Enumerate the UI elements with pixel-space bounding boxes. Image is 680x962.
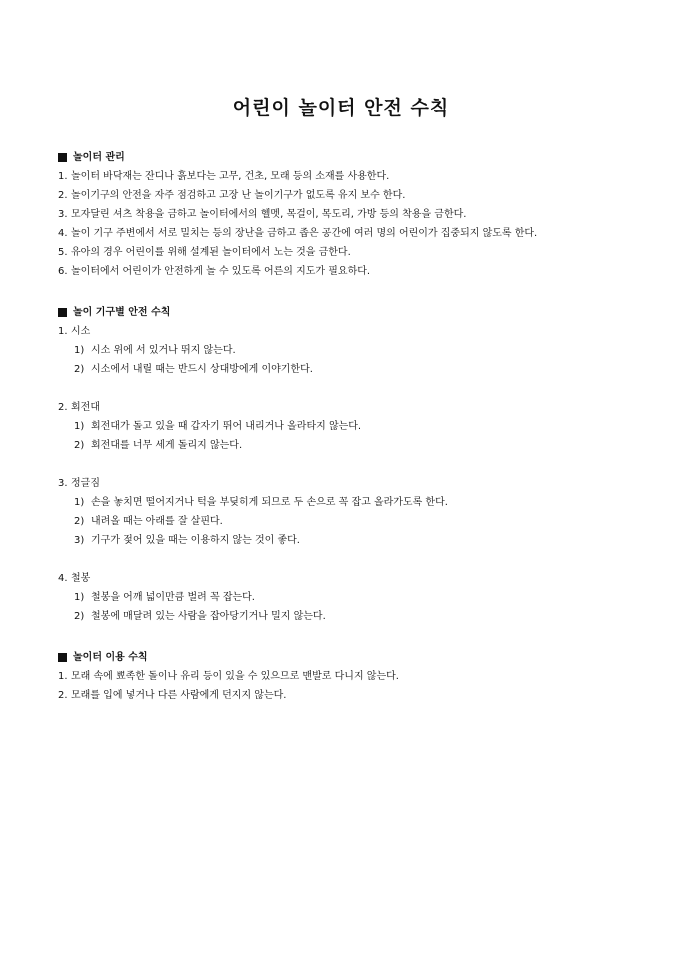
sub-item-text: 기구가 젖어 있을 때는 이용하지 않는 것이 좋다.	[91, 535, 300, 546]
group-name: 시소	[71, 326, 91, 337]
section-management	[58, 148, 624, 281]
sub-item	[58, 531, 624, 550]
section-heading	[58, 148, 624, 167]
list-item	[58, 686, 624, 705]
sub-item-number: 1)	[74, 592, 85, 603]
sub-item	[58, 341, 624, 360]
list-item-number: 3.	[58, 209, 68, 220]
group-number: 2.	[58, 402, 68, 413]
sub-item	[58, 512, 624, 531]
list-item	[58, 667, 624, 686]
equipment-group-merry-go-round	[58, 398, 624, 455]
section-usage	[58, 648, 624, 705]
sub-item-number: 2)	[74, 440, 85, 451]
sub-item	[58, 436, 624, 455]
list-item-number: 1.	[58, 171, 68, 182]
list-item-text: 놀이 기구 주변에서 서로 밀치는 등의 장난을 금하고 좁은 공간에 여러 명의 어린이가 집중되지 않도록 한다.	[71, 228, 538, 239]
list-item	[58, 243, 624, 262]
group-title	[58, 569, 624, 588]
section-heading-text: 놀이터 이용 수칙	[73, 652, 148, 663]
list-item-text: 놀이터에서 어린이가 안전하게 놀 수 있도록 어른의 지도가 필요하다.	[71, 266, 371, 277]
sub-item-number: 3)	[74, 535, 85, 546]
sub-item-number: 1)	[74, 497, 85, 508]
black-square-bullet-icon	[58, 153, 67, 162]
list-item	[58, 262, 624, 281]
equipment-group-seesaw	[58, 322, 624, 379]
list-item-number: 5.	[58, 247, 68, 258]
group-title	[58, 398, 624, 417]
group-number: 4.	[58, 573, 68, 584]
list-item-text: 유아의 경우 어린이를 위해 설계된 놀이터에서 노는 것을 금한다.	[71, 247, 351, 258]
group-title	[58, 322, 624, 341]
group-name: 정글짐	[71, 478, 100, 489]
list-item	[58, 224, 624, 243]
black-square-bullet-icon	[58, 653, 67, 662]
list-item-text: 모래 속에 뾰족한 돌이나 유리 등이 있을 수 있으므로 맨발로 다니지 않는다.	[71, 671, 399, 682]
list-item-number: 2.	[58, 690, 68, 701]
sub-item	[58, 360, 624, 379]
equipment-group-horizontal-bar	[58, 569, 624, 626]
list-item-number: 2.	[58, 190, 68, 201]
sub-item-number: 2)	[74, 364, 85, 375]
sub-item	[58, 588, 624, 607]
list-item-text: 놀이터 바닥재는 잔디나 흙보다는 고무, 건초, 모래 등의 소재를 사용한다.	[71, 171, 390, 182]
list-item-number: 4.	[58, 228, 68, 239]
sub-item-text: 시소 위에 서 있거나 뛰지 않는다.	[91, 345, 236, 356]
group-name: 회전대	[71, 402, 100, 413]
list-item-number: 1.	[58, 671, 68, 682]
sub-item-text: 손을 놓치면 떨어지거나 턱을 부딪히게 되므로 두 손으로 꼭 잡고 올라가도록 한다.	[91, 497, 448, 508]
list-item-text: 모래를 입에 넣거나 다른 사람에게 던지지 않는다.	[71, 690, 287, 701]
sub-item	[58, 417, 624, 436]
sub-item	[58, 493, 624, 512]
equipment-group-jungle-gym	[58, 474, 624, 550]
sub-item-text: 철봉을 어깨 넓이만큼 벌려 꼭 잡는다.	[91, 592, 255, 603]
list-item	[58, 186, 624, 205]
section-heading	[58, 648, 624, 667]
section-equipment	[58, 303, 624, 626]
sub-item-number: 2)	[74, 611, 85, 622]
sub-item-text: 철봉에 매달려 있는 사람을 잡아당기거나 밀지 않는다.	[91, 611, 326, 622]
group-title	[58, 474, 624, 493]
list-item-text: 놀이기구의 안전을 자주 점검하고 고장 난 놀이기구가 없도록 유지 보수 한다.	[71, 190, 406, 201]
sub-item-number: 1)	[74, 421, 85, 432]
section-heading-text: 놀이 기구별 안전 수칙	[73, 307, 171, 318]
sub-item-number: 2)	[74, 516, 85, 527]
list-item	[58, 167, 624, 186]
section-heading	[58, 303, 624, 322]
page-title: 어린이 놀이터 안전 수칙	[232, 97, 450, 119]
list-item-number: 6.	[58, 266, 68, 277]
sub-item-number: 1)	[74, 345, 85, 356]
list-item	[58, 205, 624, 224]
group-name: 철봉	[71, 573, 91, 584]
section-heading-text: 놀이터 관리	[73, 152, 125, 163]
black-square-bullet-icon	[58, 308, 67, 317]
sub-item-text: 회전대가 돌고 있을 때 갑자기 뛰어 내리거나 올라타지 않는다.	[91, 421, 362, 432]
sub-item-text: 회전대를 너무 세게 돌리지 않는다.	[91, 440, 243, 451]
sub-item-text: 시소에서 내릴 때는 반드시 상대방에게 이야기한다.	[91, 364, 313, 375]
sub-item-text: 내려올 때는 아래를 잘 살핀다.	[91, 516, 223, 527]
group-number: 3.	[58, 478, 68, 489]
sub-item	[58, 607, 624, 626]
group-number: 1.	[58, 326, 68, 337]
list-item-text: 모자달린 셔츠 착용을 금하고 놀이터에서의 헬멧, 목걸이, 목도리, 가방 등의 착용을 금한다.	[71, 209, 467, 220]
